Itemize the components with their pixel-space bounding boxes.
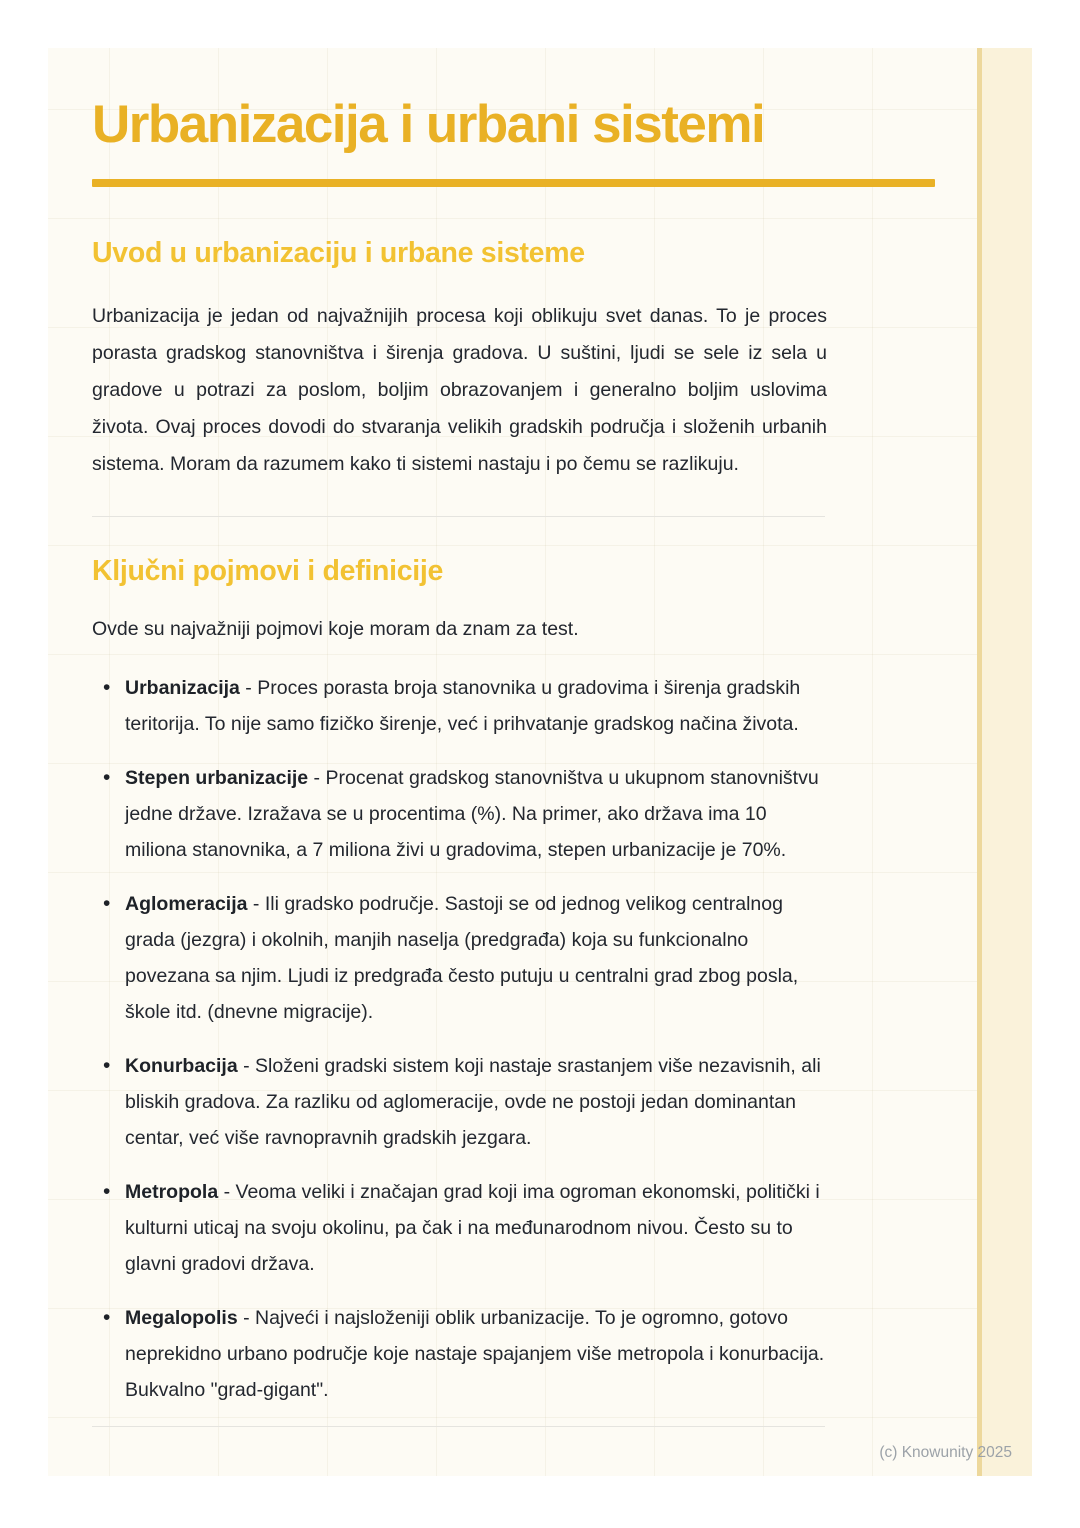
terms-lead-paragraph: Ovde su najvažniji pojmovi koje moram da znam za test. (92, 617, 579, 640)
list-item-metropola (92, 1174, 827, 1282)
page-title: Urbanizacija i urbani sistemi (92, 95, 765, 154)
intro-paragraph: Urbanizacija je jedan od najvažnijih procesa koji oblikuju svet danas. To je proces porasta gradskog stanovništva i širenja gradova. U suštini, ljudi se sele iz sela u gradove u potrazi za poslom, boljim obrazovanjem i generalno boljim uslovima života. Ovaj proces dovodi do stvaranja velikih gradskih područja i složenih urbanih sistema. Moram da razumem kako ti sistemi nastaju i po čemu se razlikuju. (92, 304, 827, 475)
page-content (92, 48, 827, 1427)
term-separator: - (239, 676, 258, 699)
section-heading-terms: Ključni pojmovi i definicije (92, 554, 444, 587)
list-item-urbanizacija (92, 670, 827, 742)
list-item-aglomeracija (92, 886, 827, 1030)
term-label: Metropola (125, 1180, 219, 1203)
copyright-footer: (c) Knowunity 2025 (879, 1444, 1012, 1461)
term-label: Konurbacija (125, 1054, 238, 1077)
section-heading-intro: Uvod u urbanizaciju i urbane sisteme (92, 236, 585, 269)
divider (92, 1426, 825, 1427)
list-item-konurbacija (92, 1048, 827, 1156)
term-label: Megalopolis (125, 1306, 238, 1329)
term-definition: Najveći i najsloženiji oblik urbanizacije. To je ogromno, gotovo neprekidno urbano područje koje nastaje spajanjem više metropola i konurbacija. Bukvalno "grad-gigant". (125, 1306, 825, 1401)
divider (92, 516, 825, 517)
terms-list (92, 670, 827, 1408)
term-separator: - (247, 892, 265, 915)
list-item-megalopolis (92, 1300, 827, 1408)
note-page (48, 48, 1032, 1476)
term-definition: Ili gradsko područje. Sastoji se od jednog velikog centralnog grada (jezgra) i okolnih, manjih naselja (predgrađa) koja su funkcionalno povezana sa njim. Ljudi iz predgrađa često putuju u centralni grad zbog posla, škole itd. (dnevne migracije). (125, 892, 799, 1023)
term-separator: - (237, 1306, 256, 1329)
list-item-stepen-urbanizacije (92, 760, 827, 868)
term-separator: - (237, 1054, 256, 1077)
term-definition: Složeni gradski sistem koji nastaje srastanjem više nezavisnih, ali bliskih gradova. Za razliku od aglomeracije, ovde ne postoji jedan dominantan centar, već više ravnopravnih gradskih jezgara. (125, 1054, 821, 1149)
term-separator: - (308, 766, 326, 789)
term-label: Stepen urbanizacije (125, 766, 309, 789)
term-definition: Procenat gradskog stanovništva u ukupnom stanovništvu jedne države. Izražava se u procentima (%). Na primer, ako država ima 10 miliona stanovnika, a 7 miliona živi u gradovima, stepen urbanizacije je 70%. (125, 766, 819, 861)
term-separator: - (218, 1180, 236, 1203)
term-label: Aglomeracija (125, 892, 248, 915)
term-definition: Proces porasta broja stanovnika u gradovima i širenja gradskih teritorija. To nije samo fizičko širenje, već i prihvatanje gradskog načina života. (125, 676, 801, 735)
page-accent-strip (977, 48, 1032, 1476)
term-label: Urbanizacija (125, 676, 240, 699)
term-definition: Veoma veliki i značajan grad koji ima ogroman ekonomski, politički i kulturni uticaj na svoju okolinu, pa čak i na međunarodnom nivou. Često su to glavni gradovi država. (125, 1180, 820, 1275)
title-underline-bar (92, 179, 935, 187)
